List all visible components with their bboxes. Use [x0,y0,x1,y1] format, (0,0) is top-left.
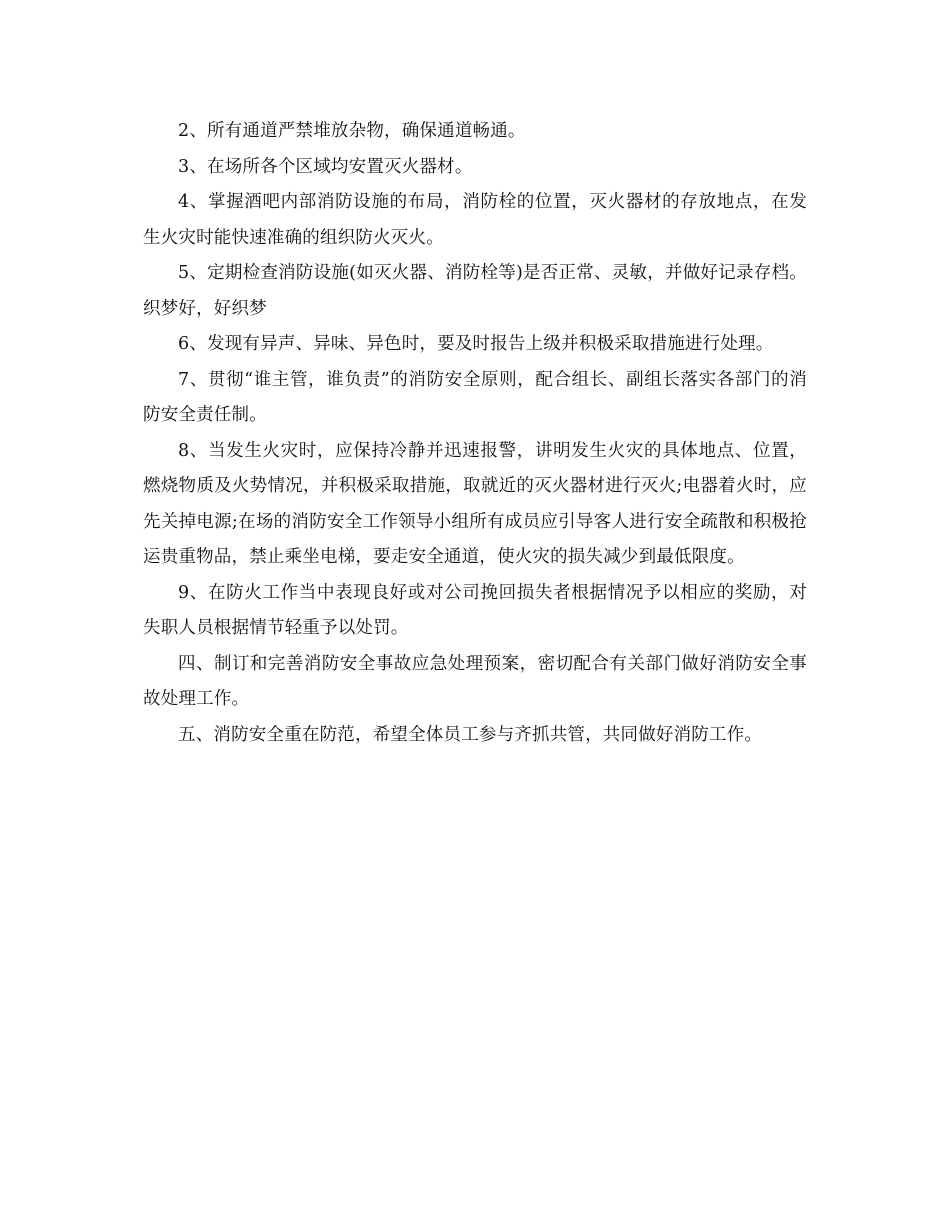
paragraph-item-9: 9、在防火工作当中表现良好或对公司挽回损失者根据情况予以相应的奖励，对失职人员根据情节轻重予以处罚。 [143,582,807,638]
paragraph-item-4: 4、掌握酒吧内部消防设施的布局，消防栓的位置，灭火器材的存放地点，在发生火灾时能快速准确的组织防火灭火。 [143,192,807,248]
paragraph-item-6: 6、发现有异声、异味、异色时，要及时报告上级并积极采取措施进行处理。 [178,334,774,354]
paragraph-item-8: 8、当发生火灾时，应保持冷静并迅速报警，讲明发生火灾的具体地点、位置，燃烧物质及火势情况，并积极采取措施，取就近的灭火器材进行灭火;电器着火时，应先关掉电源;在场的消防安全工作领导小组所有成员应引导客人进行安全疏散和积极抢运贵重物品，禁止乘坐电梯，要走安全通道，使火灾的损失减少到最低限度。 [143,440,807,567]
paragraph-item-7: 7、贯彻“谁主管，谁负责”的消防安全原则，配合组长、副组长落实各部门的消防安全责任制。 [143,369,807,425]
paragraph-item-5: 5、定期检查消防设施(如灭火器、消防栓等)是否正常、灵敏，并做好记录存档。 织梦好，好织梦 [143,263,807,319]
paragraph-item-2: 2、所有通道严禁堆放杂物，确保通道畅通。 [178,121,526,141]
document-body [143,114,807,753]
paragraph-section-5: 五、消防安全重在防范，希望全体员工参与齐抓共管，共同做好消防工作。 [178,724,763,745]
paragraph-section-4: 四、制订和完善消防安全事故应急处理预案，密切配合有关部门做好消防安全事故处理工作。 [143,653,807,709]
paragraph-item-3: 3、在场所各个区域均安置灭火器材。 [178,156,473,177]
